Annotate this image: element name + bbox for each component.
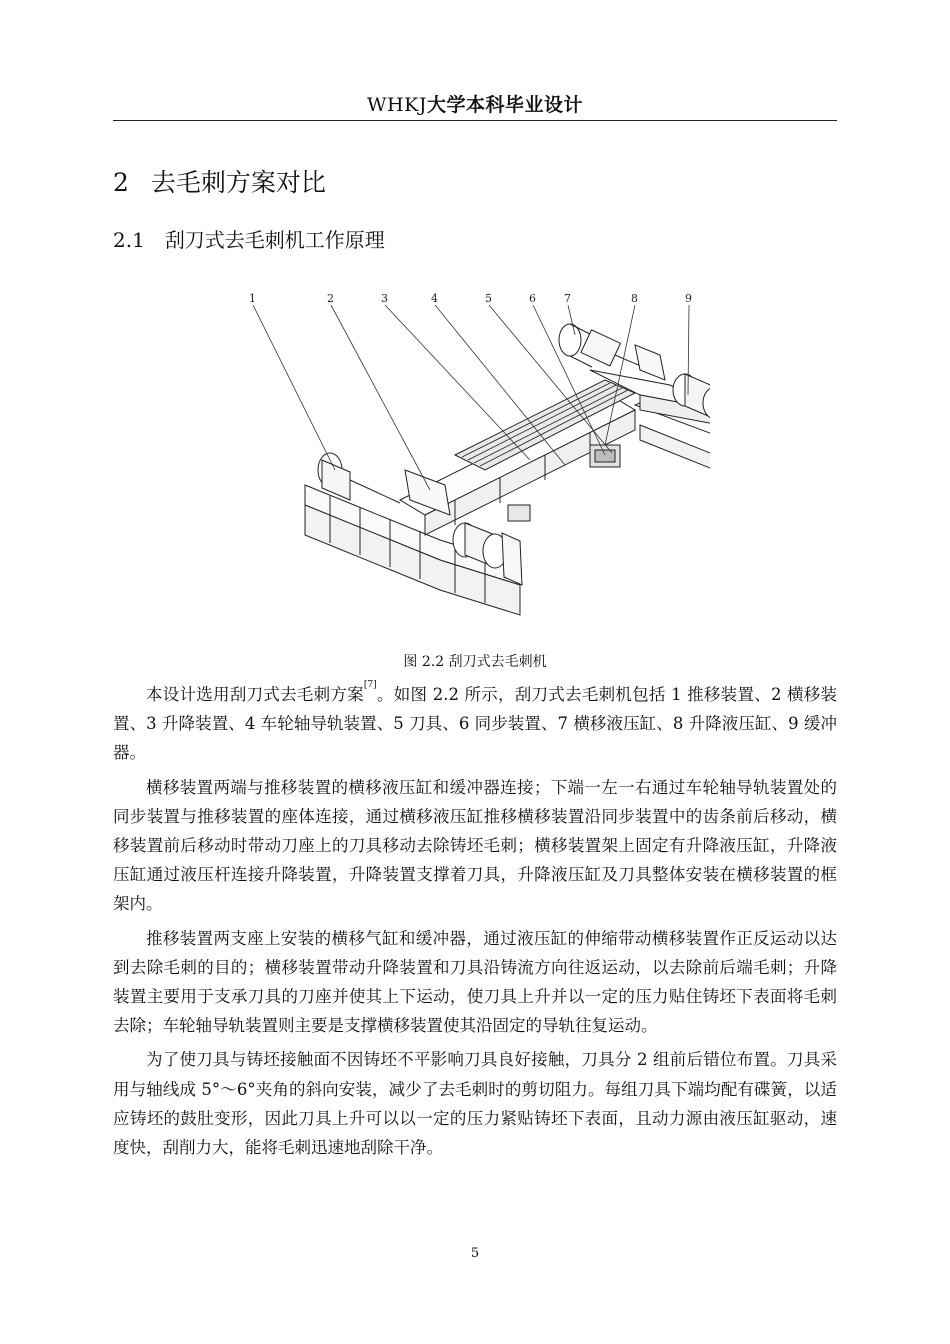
section-title: 刮刀式去毛刺机工作原理 — [164, 228, 385, 252]
callout-5: 5 — [485, 292, 492, 305]
page-header — [113, 92, 837, 121]
header-title: 大学本科毕业设计 — [426, 94, 583, 116]
figure-caption: 图 2.2 刮刀式去毛刺机 — [403, 654, 547, 670]
callout-2: 2 — [327, 292, 334, 305]
paragraph-4: 为了使刀具与铸坯接触面不因铸坯不平影响刀具良好接触，刀具分 2 组前后错位布置。刀具采用与轴线成 5°～6°夹角的斜向安装，减少了去毛刺时的剪切阻力。每组刀具下端均配有碟簧，以适应铸坯的鼓肚变形，因此刀具上升可以以一定的压力紧贴铸坯下表面，且动力源由液压缸驱动，速度快，刮削力大，能将毛刺迅速地刮除干净。 — [113, 1050, 837, 1158]
paragraph-1 — [113, 680, 837, 768]
deburring-machine-figure — [240, 285, 710, 630]
chapter-number: 2 — [113, 168, 129, 197]
callout-8: 8 — [631, 292, 638, 305]
section-heading — [113, 225, 385, 255]
header-prefix: WHKJ — [367, 94, 427, 116]
paragraph-1-before: 本设计选用刮刀式去毛刺方案 — [146, 685, 364, 704]
callout-7: 7 — [564, 292, 571, 305]
callout-9: 9 — [685, 292, 692, 305]
callout-6: 6 — [529, 292, 536, 305]
body-text — [113, 680, 837, 1167]
page-number: 5 — [470, 1246, 480, 1261]
paragraph-1-after: 。如图 2.2 所示，刮刀式去毛刺机包括 1 推移装置、2 横移装置、3 升降装置、4 车轮轴导轨装置、5 刀具、6 同步装置、7 横移液压缸、8 升降液压缸、9 缓冲器。 — [113, 685, 837, 763]
callout-3: 3 — [381, 292, 388, 305]
chapter-heading — [113, 165, 326, 201]
chapter-title: 去毛刺方案对比 — [150, 168, 326, 197]
paragraph-3: 推移装置两支座上安装的横移气缸和缓冲器，通过液压缸的伸缩带动横移装置作正反运动以达到去除毛刺的目的；横移装置带动升降装置和刀具沿铸流方向往返运动，以去除前后端毛刺；升降装置主要用于支承刀具的刀座并使其上下运动，使刀具上升并以一定的压力贴住铸坯下表面将毛刺去除；车轮轴导轨装置则主要是支撑横移装置使其沿固定的导轨往复运动。 — [113, 928, 837, 1036]
section-number: 2.1 — [113, 228, 145, 252]
citation-ref: [7] — [363, 680, 377, 690]
paragraph-2: 横移装置两端与推移装置的横移液压缸和缓冲器连接；下端一左一右通过车轮轴导轨装置处的同步装置与推移装置的座体连接，通过横移液压缸推移横移装置沿同步装置中的齿条前后移动，横移装置前后移动时带动刀座上的刀具移动去除铸坯毛刺；横移装置架上固定有升降液压缸，升降液压缸通过液压杆连接升降装置，升降装置支撑着刀具，升降液压缸及刀具整体安装在横移装置的框架内。 — [113, 777, 837, 914]
callout-4: 4 — [431, 292, 438, 305]
callout-1: 1 — [249, 292, 256, 305]
